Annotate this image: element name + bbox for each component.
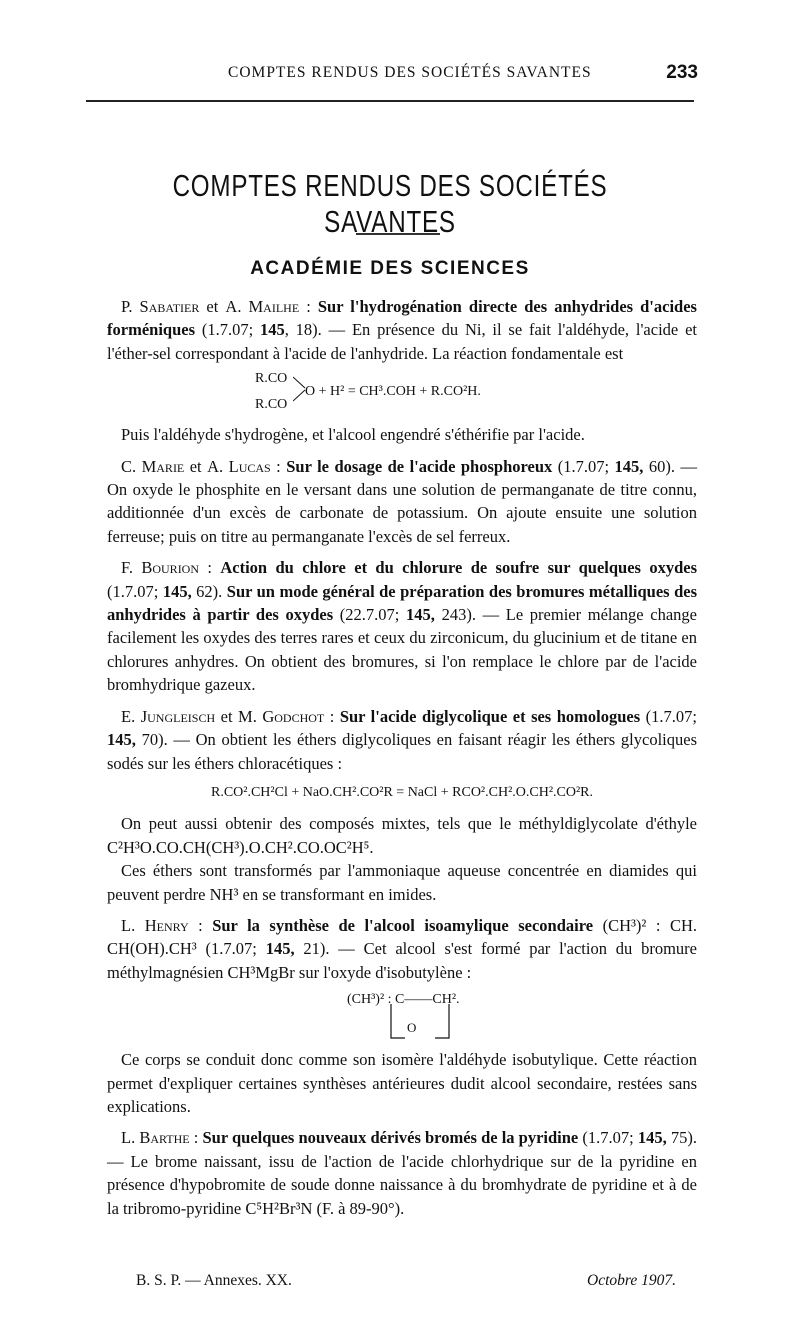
entry-henry [107,914,697,1118]
entry-sabatier-mailhe [107,295,697,447]
separator: : [299,297,318,316]
reference: (1.7.07; [195,320,260,340]
footer-series: B. S. P. — Annexes. XX. [136,1272,292,1289]
entry-text: 70). — On obtient les éthers diglycoliques en faisant réagir les éthers glycoliques sodés sur les éthers chloracétiques : [107,730,697,773]
reference: (1.7.07; [552,456,615,476]
article-body [107,295,697,1228]
volume: 145, [162,581,192,601]
formula-oxygen: O [407,1020,417,1036]
entry-title: Sur quelques nouveaux dérivés bromés de la pyridine [202,1128,579,1148]
entry-paragraph [107,705,697,775]
volume: 145, [406,605,435,625]
entry-text: 60). — On oxyde le phosphite en le versant dans une solution de permanganate de titre connu, additionnée d'un excès de carbonate de potassium. On ajoute ensuite une solution ferreuse; puis on titre au permanganate l'excès de sel ferreux. [107,456,697,546]
entry-marie-lucas [107,455,697,549]
entry-title: Action du chlore et du chlorure de soufre sur quelques oxydes [220,558,698,578]
entry-text: 243). — Le premier mélange change facilement les oxydes des terres rares et ceux du zirconicum, du glucinium et de titane en chlorures anhydres. On obtient des bromures, si l'on remplace le chlore par de l'acide bromhydrique gazeux. [107,605,697,695]
separator: : [270,456,287,476]
running-head [100,64,700,88]
separator: : [189,1128,203,1148]
entry-paragraph: Ce corps se conduit donc comme son isomère l'aldéhyde isobutylique. Cette réaction permet d'expliquer certaines synthèses antérieures dudit alcool secondaire, restées sans explications. [107,1050,697,1116]
entry-paragraph [107,556,697,696]
entry-paragraph: Ces éthers sont transformés par l'ammoniaque aqueuse concentrée en diamides qui peuvent perdre NH³ en se transformant en imides. [107,861,697,904]
author: M. Godchot [238,706,325,726]
running-title: COMPTES RENDUS DES SOCIÉTÉS SAVANTES [228,64,592,81]
volume: 145, [614,456,644,476]
author: L. Henry [121,915,189,935]
author: C. Marie [121,456,185,476]
formula-bottom: R.CO [255,397,288,413]
entry-bourion [107,556,697,696]
entry-text: 21). — Cet alcool s'est formé par l'action du bromure méthylmagnésien CH³MgBr sur l'oxyde d'isobutylène : [107,939,697,982]
entry-paragraph: Puis l'aldéhyde s'hydrogène, et l'alcool engendré s'éthérifie par l'acide. [121,425,585,445]
entry-paragraph: On peut aussi obtenir des composés mixtes, tels que le méthyldiglycolate d'éthyle C²H³O.CO.CH(CH³).O.CH².CO.OC²H⁵. [107,814,697,857]
entry-paragraph [107,455,697,549]
header-rule [86,100,694,102]
formula-diglycolic: R.CO².CH²Cl + NaO.CH².CO²R = NaCl + RCO².CH².O.CH².CO²R. [210,784,594,800]
entry-jungleisch-godchot [107,705,697,906]
reference: (1.7.07; [640,706,697,726]
page-title: COMPTES RENDUS DES SOCIÉTÉS SAVANTES [172,168,608,239]
reference: (CH³)² : CH. CH(OH).CH³ (1.7.07; [107,915,697,959]
formula-ring-bracket [389,1002,453,1042]
formula-rest: O + H² = CH³.COH + R.CO²H. [305,384,481,400]
entry-paragraph [107,914,697,984]
author: L. Barthe [121,1128,190,1148]
page-number: 233 [666,62,698,83]
author: F. Bourion [121,558,200,578]
reference: (1.7.07; [107,581,163,601]
entry-barthe [107,1126,697,1220]
formula-text: (CH³)² : C——CH². [347,992,460,1008]
reference: (22.7.07; [333,605,407,625]
separator: : [324,706,340,726]
volume: 145, [637,1128,667,1148]
author: A. Mailhe [225,297,300,316]
author: A. Lucas [207,456,271,476]
entry-paragraph [107,295,697,365]
separator: : [199,558,221,578]
entry-text: 75). — Le brome naissant, issu de l'action de l'acide chlorhydrique sur de la pyridine en présence d'hypobromite de soude donne naissance à du bromhydrate de pyridine et à de la tribromo-pyridine C⁵H²Br³N (F. à 89-90°). [107,1128,697,1218]
entry-text: , 18). — En présence du Ni, il se fait l'aldéhyde, l'acide et l'éther-sel correspondant à l'acide de l'anhydride. La réaction fondamentale est [107,320,697,363]
separator: : [188,915,213,935]
formula-isobutylene-oxide [107,988,697,1044]
author: E. Jungleisch [121,706,216,726]
reference: 62). [191,581,227,601]
entry-title: Sur un mode général de préparation des bromures métalliques des anhydrides à partir des oxydes [107,581,697,625]
formula-top: R.CO [255,371,288,387]
section-title: ACADÉMIE DES SCIENCES [250,258,530,279]
volume: 145 [259,320,285,340]
conjunction: et [184,456,208,476]
entry-title: Sur l'acide diglycolique et ses homologues [339,706,641,726]
entry-title: Sur le dosage de l'acide phosphoreux [286,456,553,476]
entry-paragraph [107,1126,697,1220]
conjunction: et [199,297,226,316]
entry-title: Sur la synthèse de l'alcool isoamylique secondaire [212,915,594,935]
volume: 145, [265,939,295,959]
title-rule [356,233,440,235]
volume: 145, [107,730,136,750]
conjunction: et [215,706,239,726]
footer-date: Octobre 1907. [587,1272,676,1289]
entry-title: Sur l'hydrogénation directe des anhydrides d'acides forméniques [107,297,697,340]
formula-anhydride [107,367,697,417]
author: P. Sabatier [121,297,200,316]
reference: (1.7.07; [578,1128,638,1148]
